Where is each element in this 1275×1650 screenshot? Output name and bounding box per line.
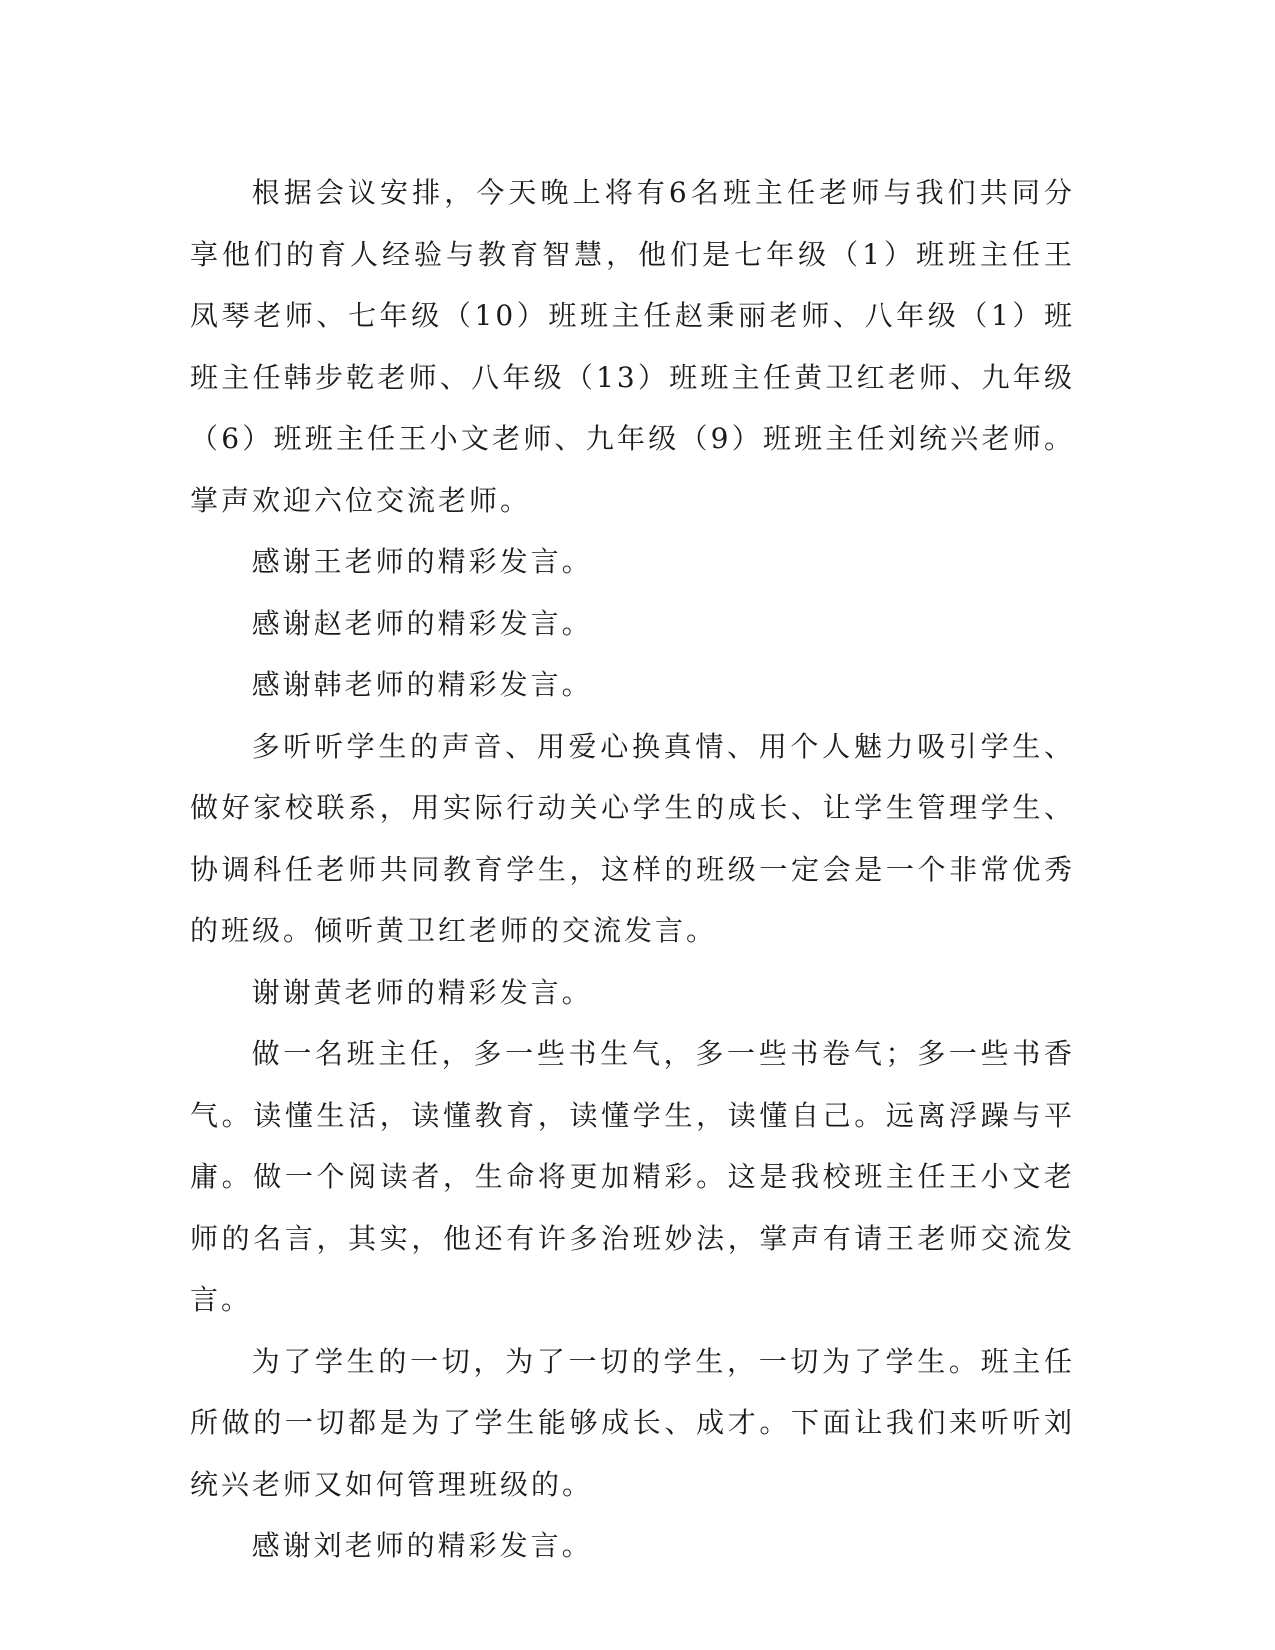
- paragraph-intro: 根据会议安排，今天晚上将有6名班主任老师与我们共同分享他们的育人经验与教育智慧，他们是七年级（1）班班主任王凤琴老师、七年级（10）班班主任赵秉丽老师、八年级（1）班班主任韩步乾老师、八年级（13）班班主任黄卫红老师、九年级（6）班班主任王小文老师、九年级（9）班班主任刘统兴老师。掌声欢迎六位交流老师。: [190, 176, 1075, 517]
- paragraph-thanks-liu: 感谢刘老师的精彩发言。: [251, 1529, 593, 1562]
- paragraph-intro-huang: 多听听学生的声音、用爱心换真情、用个人魅力吸引学生、做好家校联系，用实际行动关心学生的成长、让学生管理学生、协调科任老师共同教育学生，这样的班级一定会是一个非常优秀的班级。倾听黄卫红老师的交流发言。: [190, 729, 1075, 947]
- paragraph-thanks-wang: 感谢王老师的精彩发言。: [251, 545, 593, 578]
- paragraph-thanks-han: 感谢韩老师的精彩发言。: [251, 668, 593, 701]
- paragraph-thanks-zhao: 感谢赵老师的精彩发言。: [251, 606, 593, 640]
- paragraph-intro-wang-xiaowen: 做一名班主任，多一些书生气，多一些书卷气；多一些书香气。读懂生活，读懂教育，读懂学生，读懂自己。远离浮躁与平庸。做一个阅读者，生命将更加精彩。这是我校班主任王小文老师的名言，其实，他还有许多治班妙法，掌声有请王老师交流发言。: [190, 1037, 1075, 1316]
- paragraph-thanks-huang: 谢谢黄老师的精彩发言。: [251, 975, 593, 1009]
- document-body: [190, 162, 1075, 1577]
- paragraph-intro-liu: 为了学生的一切，为了一切的学生，一切为了学生。班主任所做的一切都是为了学生能够成长、成才。下面让我们来听听刘统兴老师又如何管理班级的。: [190, 1344, 1075, 1501]
